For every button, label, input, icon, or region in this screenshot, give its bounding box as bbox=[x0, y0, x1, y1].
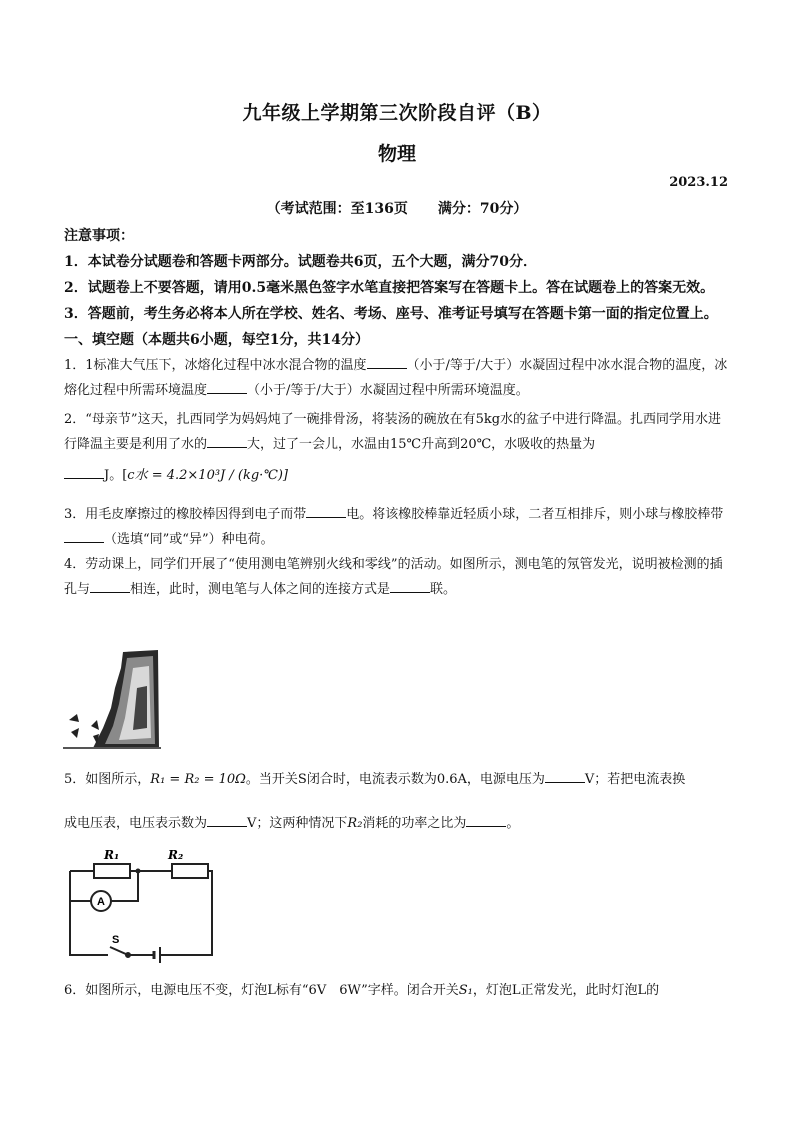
q1-text-c: （小于/等于/大于）水凝固过程中所需环境温度。 bbox=[247, 383, 529, 398]
q2-text-b: 大，过了一会儿，水温由15℃升高到20℃，水吸收的热量为 bbox=[247, 437, 596, 452]
q3-text-c: （选填“同”或“异”）种电荷。 bbox=[104, 532, 274, 547]
answer-blank bbox=[64, 530, 104, 543]
q6-text-b: ，灯泡L正常发光，此时灯泡L的 bbox=[472, 983, 660, 998]
q3-text-b: 电。将该橡胶棒靠近轻质小球，二者互相排斥，则小球与橡胶棒带 bbox=[346, 507, 724, 522]
q1-text-a: 1．1标准大气压下，冰熔化过程中冰水混合物的温度 bbox=[64, 358, 367, 373]
scope-range: （考试范围：至136页 bbox=[266, 201, 408, 217]
resistor-r2 bbox=[172, 864, 208, 878]
q5-text-c: V；若把电流表换 bbox=[584, 772, 686, 787]
q5-text-g: 。 bbox=[506, 816, 520, 831]
exam-scope bbox=[0, 198, 794, 218]
answer-blank bbox=[306, 505, 346, 518]
ammeter-label: A bbox=[97, 896, 105, 908]
q1-text-b: （小于/等于/大于）水凝固过程中冰水混合物的温度，冰熔化过程中所需环境温度 bbox=[64, 358, 728, 398]
question-3 bbox=[64, 502, 730, 552]
exam-date: 2023.12 bbox=[669, 175, 728, 190]
switch-lever bbox=[110, 947, 128, 955]
answer-blank bbox=[390, 580, 430, 593]
question-2 bbox=[64, 407, 730, 457]
note-item-3: 3．答题前，考生务必将本人所在学校、姓名、考场、座号、准考证号填写在答题卡第一面的指定位置上。 bbox=[64, 306, 718, 322]
subject-title: 物理 bbox=[377, 143, 416, 165]
q5-text-b: 。当开关S闭合时，电流表示数为0.6A，电源电压为 bbox=[245, 772, 545, 787]
q4-text-c: 联。 bbox=[430, 582, 457, 597]
q3-text-a: 3．用毛皮摩擦过的橡胶棒因得到电子而带 bbox=[64, 507, 307, 522]
resistor-r1 bbox=[94, 864, 130, 878]
q5-line-2 bbox=[64, 812, 730, 831]
exam-content bbox=[64, 223, 730, 602]
answer-blank bbox=[207, 381, 247, 394]
question-4 bbox=[64, 552, 730, 602]
q5-text-a: 5．如图所示， bbox=[64, 772, 151, 787]
answer-blank bbox=[545, 770, 585, 783]
q6-text-a: 6．如图所示，电源电压不变，灯泡L标有“6V 6W”字样。闭合开关 bbox=[64, 983, 459, 998]
answer-blank bbox=[90, 580, 130, 593]
junction-dot bbox=[136, 869, 141, 874]
q6-s1-symbol: S₁ bbox=[458, 983, 473, 998]
q4-text-a: 4．劳动课上，同学们开展了“使用测电笔辨别火线和零线”的活动。如图所示，测电笔的氖管发光，说明被检测的插孔与 bbox=[64, 557, 723, 597]
q5-text-d: 成电压表，电压表示数为 bbox=[64, 816, 208, 831]
r1-label: R₁ bbox=[104, 848, 120, 862]
note-item-2: 2．试题卷上不要答题，请用0.5毫米黑色签字水笔直接把答案写在答题卡上。答在试题卷上的答案无效。 bbox=[64, 280, 715, 296]
q5-text-e: V；这两种情况下 bbox=[247, 816, 348, 831]
question-6 bbox=[64, 979, 730, 998]
q2-text-c: J。[ bbox=[104, 468, 128, 483]
q2-specific-heat-formula: c水 = 4.2×10³J / (kg·℃)] bbox=[127, 468, 289, 483]
q4-text-b: 相连，此时，测电笔与人体之间的连接方式是 bbox=[130, 582, 391, 597]
notes-heading: 注意事项： bbox=[64, 228, 134, 244]
q5-text-f: 消耗的功率之比为 bbox=[362, 816, 467, 831]
test-pen-photo bbox=[63, 648, 161, 750]
answer-blank bbox=[64, 466, 104, 479]
answer-blank bbox=[367, 356, 407, 369]
switch-label: S bbox=[112, 934, 120, 946]
answer-blank bbox=[207, 435, 247, 448]
answer-blank bbox=[207, 814, 247, 827]
question-2-line3 bbox=[64, 463, 730, 488]
q2-text-a: 2．“母亲节”这天，扎西同学为妈妈炖了一碗排骨汤，将装汤的碗放在有5kg水的盆子中进行降温。扎西同学用水进行降温主要是利用了水的 bbox=[64, 412, 722, 452]
q5-resistance-formula: R₁ = R₂ = 10Ω bbox=[150, 772, 246, 787]
answer-blank bbox=[466, 814, 506, 827]
note-item-1: 1．本试卷分试题卷和答题卡两部分。试题卷共6页，五个大题，满分70分． bbox=[64, 254, 537, 270]
section-1-heading: 一、填空题（本题共6小题，每空1分，共14分） bbox=[64, 332, 369, 348]
q5-line-1 bbox=[64, 768, 730, 787]
question-1 bbox=[64, 353, 730, 403]
r2-label: R₂ bbox=[168, 848, 184, 862]
scope-score: 满分：70分） bbox=[437, 201, 528, 217]
q5-r2-symbol: R₂ bbox=[347, 816, 363, 831]
circuit-diagram bbox=[64, 843, 220, 963]
exam-title: 九年级上学期第三次阶段自评（B） bbox=[242, 102, 552, 124]
